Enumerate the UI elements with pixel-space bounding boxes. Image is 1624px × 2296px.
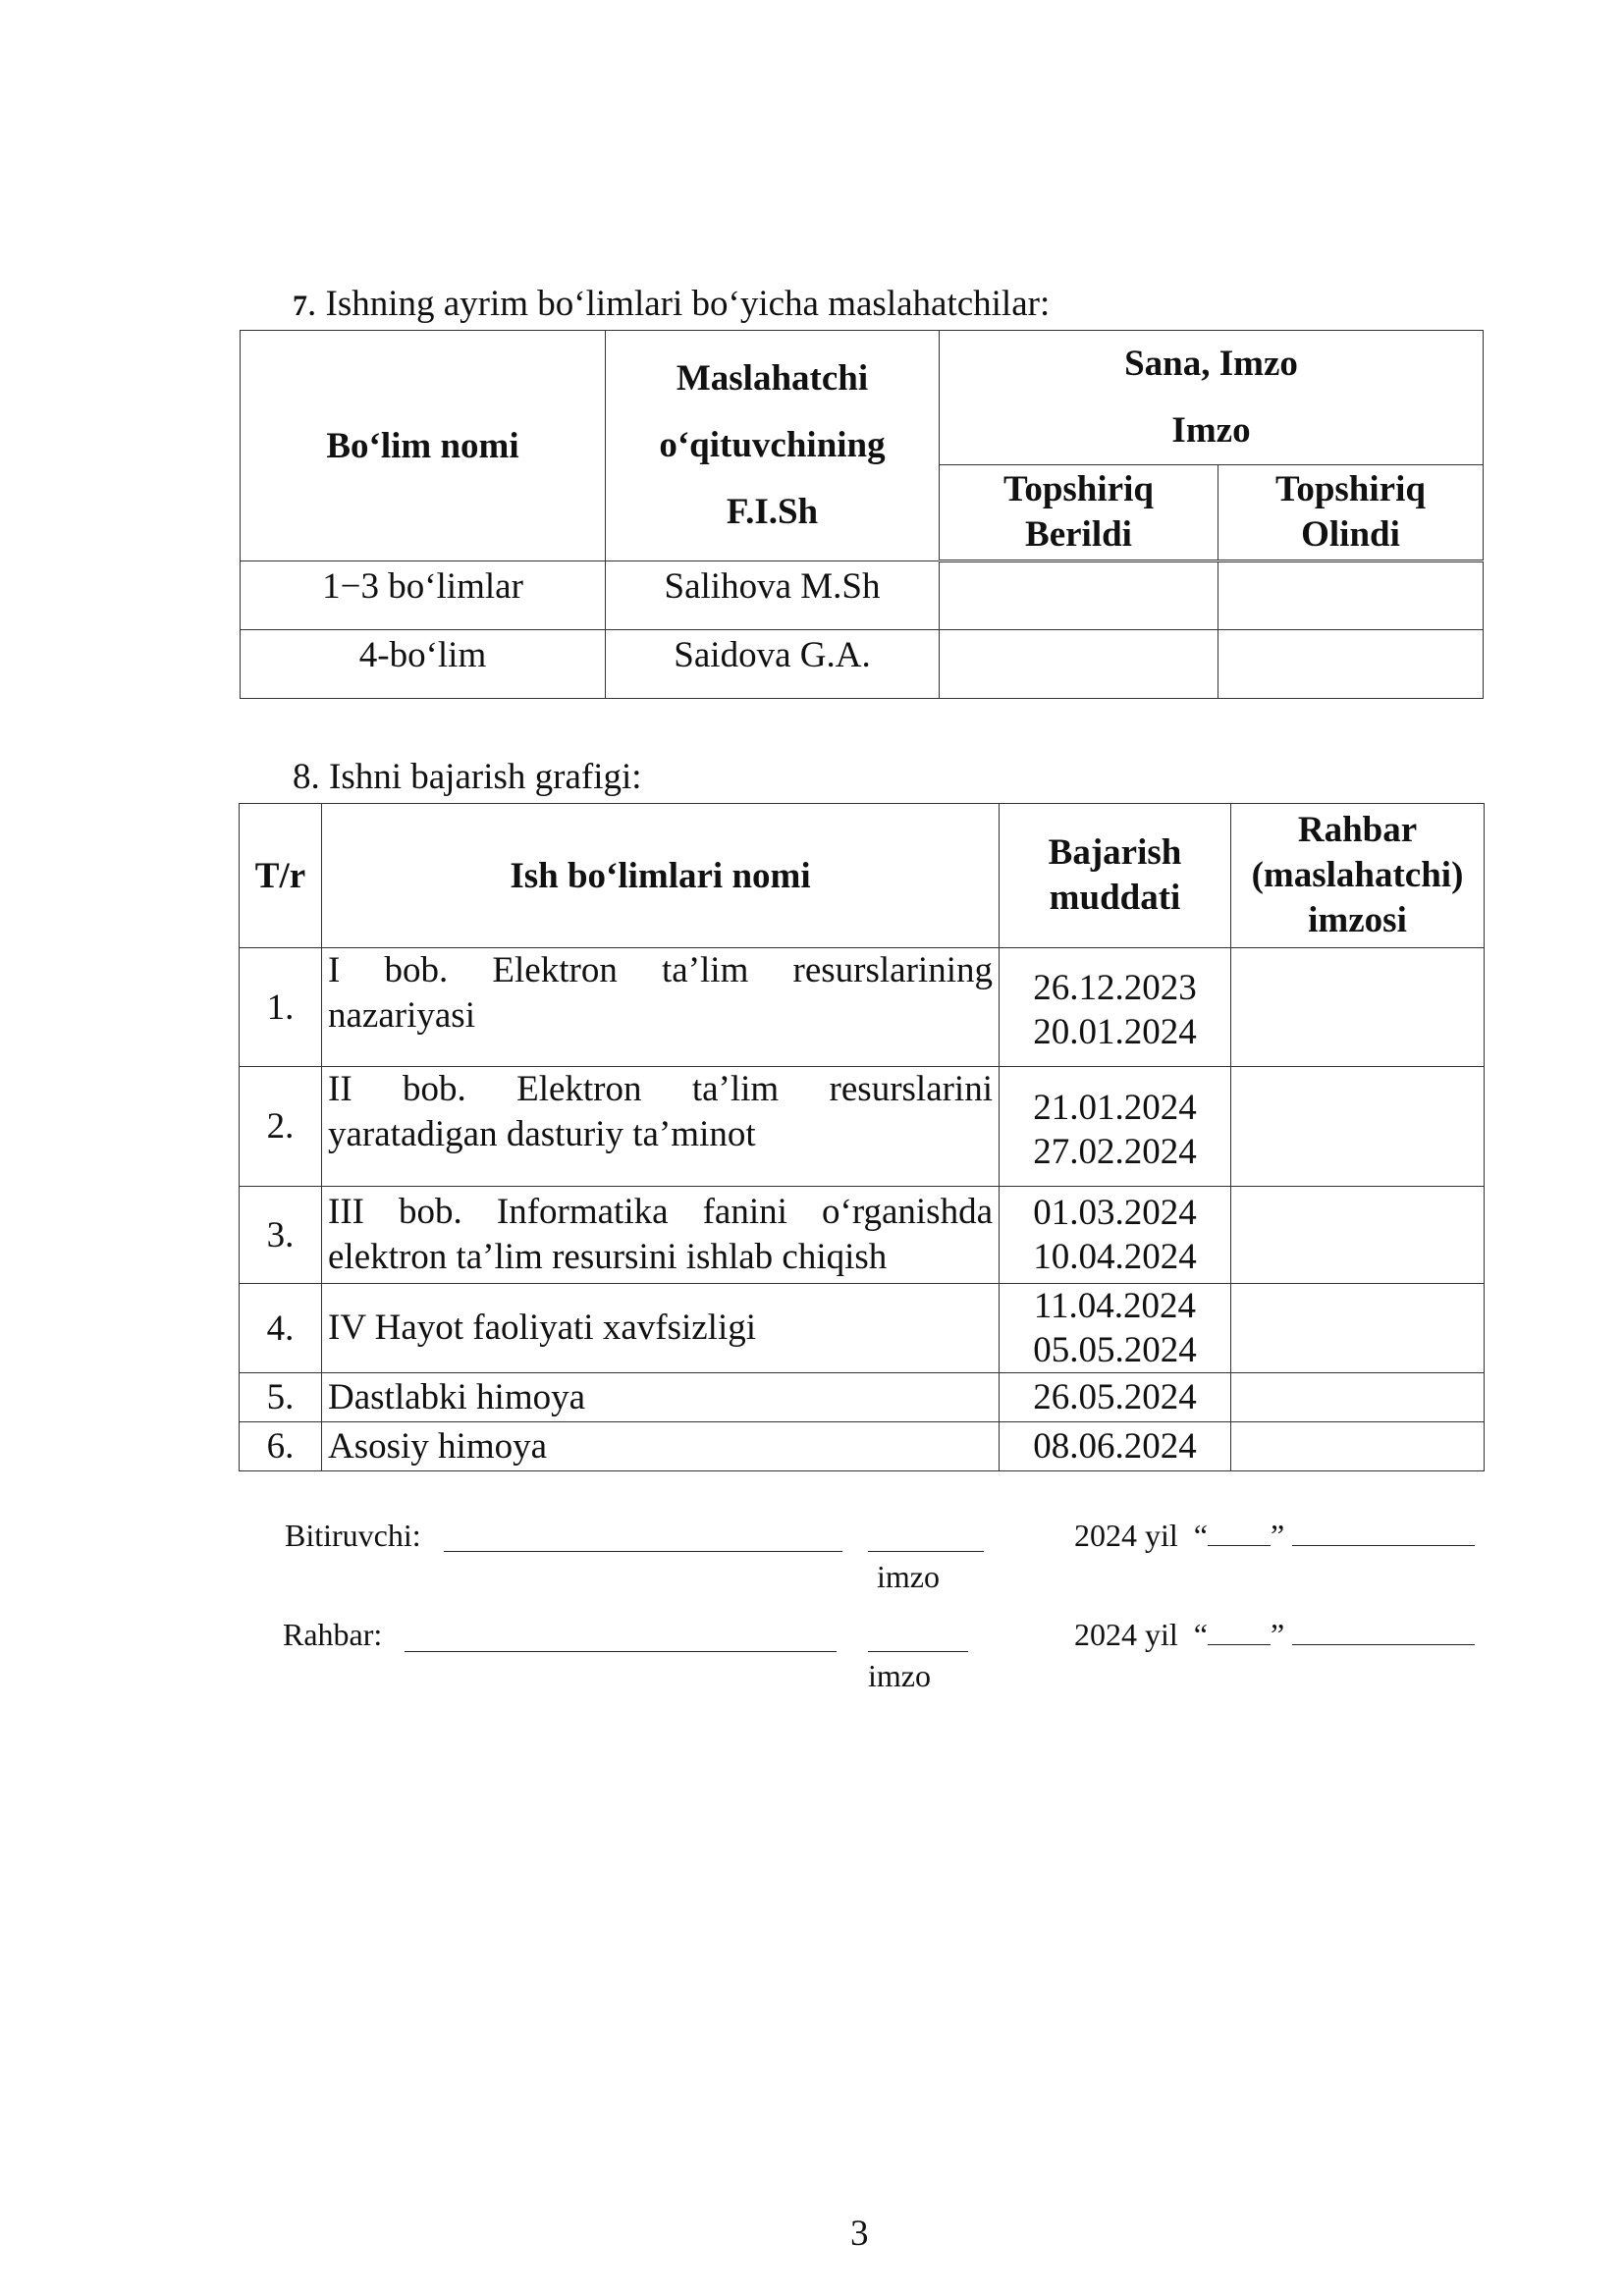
schedule-row-5-name: Dastlabki himoya: [322, 1373, 1000, 1422]
header-rahbar-imzosi: Rahbar (maslahatchi) imzosi: [1231, 804, 1485, 948]
schedule-row-6-name: Asosiy himoya: [322, 1422, 1000, 1471]
advisor-row-2-name: Saidova G.A.: [606, 630, 940, 699]
schedule-row-3-dates: 01.03.2024 10.04.2024: [1000, 1187, 1231, 1284]
schedule-row-2-num: 2.: [240, 1067, 322, 1187]
graduate-day-line: [1208, 1522, 1271, 1546]
advisor-row-2-section: 4-bo‘lim: [241, 630, 606, 699]
leader-date: 2024 yil “ ”: [1074, 1617, 1475, 1653]
header-bajarish-muddati: Bajarish muddati: [1000, 804, 1231, 948]
schedule-row-1-name: I bob. Elektron ta’lim resurslarining nazariyasi: [322, 948, 1000, 1067]
section7-title: . Ishning ayrim bo‘limlari bo‘yicha maslahatchilar:: [307, 284, 1051, 324]
graduate-imzo-line: [868, 1520, 984, 1552]
section7-heading: [293, 283, 1050, 328]
advisor-row-1-olindi: [1218, 561, 1484, 630]
schedule-row-1-num: 1.: [240, 948, 322, 1067]
schedule-row-1-sign: [1231, 948, 1485, 1067]
leader-name-line: [405, 1620, 837, 1652]
advisor-row-1-section: 1−3 bo‘limlar: [241, 561, 606, 630]
schedule-row-4-num: 4.: [240, 1284, 322, 1373]
graduate-name-line: [444, 1520, 842, 1552]
schedule-row-3-sign: [1231, 1187, 1485, 1284]
schedule-row-6-sign: [1231, 1422, 1485, 1471]
advisor-row-1-name: Salihova M.Sh: [606, 561, 940, 630]
graduate-label: Bitiruvchi:: [285, 1518, 421, 1553]
section7-number: 7: [293, 290, 307, 322]
header-topshiriq-berildi: Topshiriq Berildi: [940, 465, 1218, 561]
leader-imzo-caption: imzo: [868, 1658, 931, 1693]
graduate-imzo-caption: imzo: [877, 1559, 940, 1594]
graduate-month-line: [1292, 1522, 1475, 1546]
schedule-row-5-num: 5.: [240, 1373, 322, 1422]
section8-heading: 8. Ishni bajarish grafigi:: [293, 757, 642, 797]
header-maslahatchi: Maslahatchi o‘qituvchining F.I.Sh: [606, 331, 940, 561]
leader-label: Rahbar:: [283, 1617, 383, 1652]
leader-imzo-line: [868, 1620, 968, 1652]
schedule-row-4-sign: [1231, 1284, 1485, 1373]
header-ish-bolimlari: Ish bo‘limlari nomi: [322, 804, 1000, 948]
schedule-row-6-num: 6.: [240, 1422, 322, 1471]
header-topshiriq-olindi: Topshiriq Olindi: [1218, 465, 1484, 561]
schedule-row-2-name: II bob. Elektron ta’lim resurslarini yaratadigan dasturiy ta’minot: [322, 1067, 1000, 1187]
advisor-row-2-berildi: [940, 630, 1218, 699]
advisor-row-2-olindi: [1218, 630, 1484, 699]
schedule-row-5-sign: [1231, 1373, 1485, 1422]
header-tr: T/r: [240, 804, 322, 948]
schedule-row-6-date: 08.06.2024: [1000, 1422, 1231, 1471]
leader-day-line: [1208, 1621, 1271, 1645]
schedule-row-2-dates: 21.01.2024 27.02.2024: [1000, 1067, 1231, 1187]
header-sana-imzo: Sana, Imzo Imzo: [940, 331, 1484, 465]
schedule-row-3-name: III bob. Informatika fanini o‘rganishda elektron ta’lim resursini ishlab chiqish: [322, 1187, 1000, 1284]
graduate-date: 2024 yil “ ”: [1074, 1518, 1475, 1554]
page-number: 3: [850, 2214, 869, 2254]
schedule-row-3-num: 3.: [240, 1187, 322, 1284]
leader-month-line: [1292, 1621, 1475, 1645]
advisor-row-1-berildi: [940, 561, 1218, 630]
schedule-row-2-sign: [1231, 1067, 1485, 1187]
schedule-row-5-date: 26.05.2024: [1000, 1373, 1231, 1422]
schedule-row-4-dates: 11.04.2024 05.05.2024: [1000, 1284, 1231, 1373]
schedule-row-1-dates: 26.12.2023 20.01.2024: [1000, 948, 1231, 1067]
schedule-table: [239, 803, 1485, 1471]
schedule-row-4-name: IV Hayot faoliyati xavfsizligi: [322, 1284, 1000, 1373]
advisors-table: [240, 330, 1484, 699]
header-bolim-nomi: Bo‘lim nomi: [241, 331, 606, 561]
